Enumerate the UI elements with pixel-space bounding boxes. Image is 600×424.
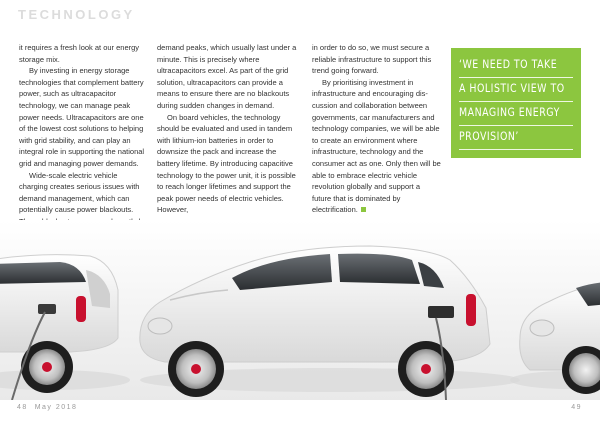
page-number-left: 48 [17, 404, 28, 411]
paragraph: By investing in energy storage technologies that complement battery power, such as ultracapacitor technology, we can manage peak power needs. Ultracapacitors are one of the lowest cost solutions to helping with grid stability, and can play an integral role in supporting the national grid and managing power demands. [19, 66, 145, 168]
paragraph: On board vehicles, the technology should be evaluated and used in tandem with lithium-ion batteries in order to downsize the pack and increase the battery lifetime. By introducing capacitive technology to the power unit, it is possible to reach longer lifetimes and support the peak power needs of electric vehicles. However, [157, 112, 296, 215]
pull-quote-line: A HOLISTIC VIEW TO [459, 81, 565, 95]
text-column-1 [19, 42, 148, 239]
issue-date: May 2018 [34, 404, 78, 411]
end-of-article-icon [361, 207, 366, 212]
pull-quote-line: MANAGING ENERGY [459, 105, 560, 119]
pull-quote-line: ‘WE NEED TO TAKE [459, 57, 558, 71]
paragraph: Wide-scale electric vehicle charging creates serious issues with demand management, which can potentially cause power blackouts. [19, 170, 140, 215]
pull-quote-divider [459, 125, 573, 126]
electric-cars-charging-photo [0, 220, 600, 400]
paragraph-text: By prioritising investment in infrastructure and encouraging dis-cussion and collaboration between governments, car manufacturers and technology companies, we will be able to create an environment where infrastructure, technology and the consumer act as one. Only then will be able to embrace electric vehicle revolution globally and support a future that is dominated by electrification. [312, 77, 441, 215]
pull-quote-divider [459, 149, 573, 150]
pull-quote-line: PROVISION’ [459, 129, 519, 143]
pull-quote-divider [459, 77, 573, 78]
paragraph: it requires a fresh look at our energy storage mix. [19, 43, 140, 64]
text-column-3 [312, 42, 441, 216]
paragraph: in order to do so, we must secure a reliable infrastructure to support this trend going forward. [312, 43, 432, 76]
paragraph: demand peaks, which usually last under a minute. This is precisely where ultracapacitors excel. As part of the grid solution, ultracapacitors can provide a means to ensure there are no blackouts during sudden changes in demand. [157, 43, 297, 110]
pull-quote-divider [459, 101, 573, 102]
text-column-2 [157, 42, 300, 216]
paragraph [312, 77, 441, 216]
pull-quote [451, 48, 581, 158]
page-number-right: 49 [571, 404, 582, 411]
footer-left [17, 404, 77, 411]
section-label: TECHNOLOGY [18, 7, 135, 22]
